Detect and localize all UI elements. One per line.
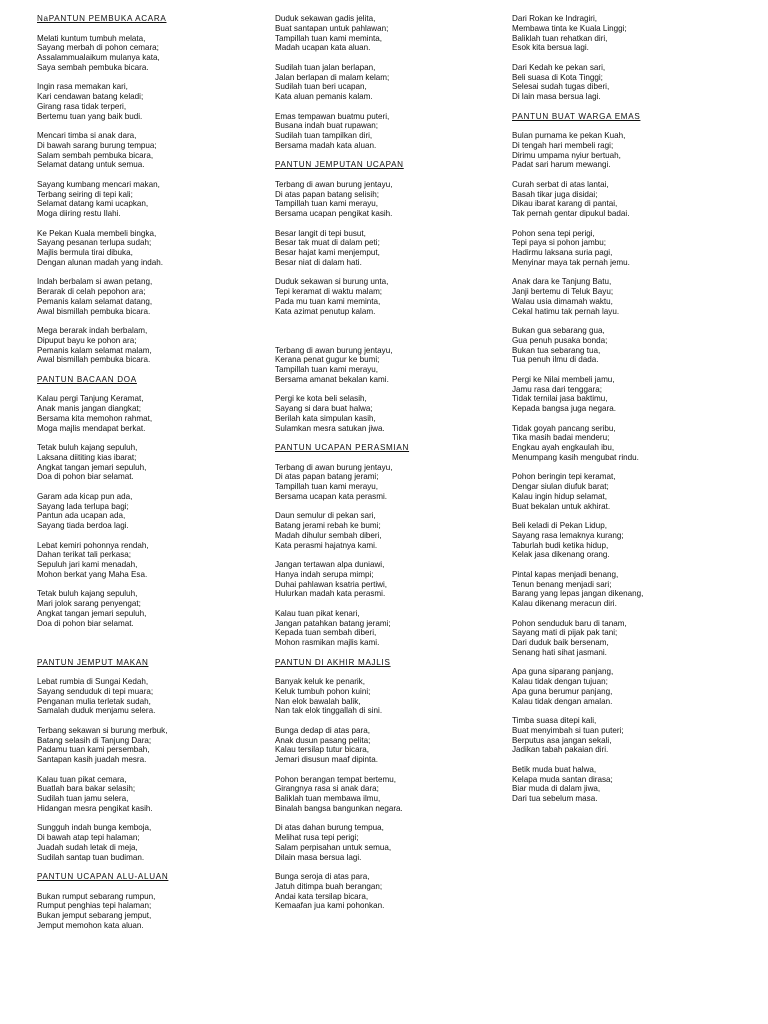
pantun-line: Sulamkan mesra satukan jiwa. (275, 423, 385, 433)
pantun-line: Sayang si dara buat halwa; (275, 404, 373, 413)
pantun-stanza (512, 326, 752, 365)
pantun-line: Pohon senduduk baru di tanam, (512, 618, 627, 628)
pantun-line: Mencari timba si anak dara, (37, 131, 137, 140)
pantun-line: Bersama amanat bekalan kami. (275, 374, 389, 384)
pantun-line: Buat santapan untuk pahlawan; (275, 23, 389, 33)
pantun-line: Betik muda buat halwa, (512, 764, 597, 774)
pantun-line: Pantun ada ucapan ada, (37, 511, 126, 521)
pantun-line: Tenun benang menjadi sari; (512, 579, 612, 589)
pantun-stanza (275, 726, 495, 765)
pantun-line: Sungguh indah bunga kemboja, (37, 823, 152, 833)
pantun-line: Bukan rumput sebarang rumpun, (37, 891, 156, 901)
column-3 (512, 14, 752, 814)
pantun-line: Pohon berangan tempat bertemu, (275, 774, 397, 784)
pantun-line: Sepuluh jari kami menadah, (37, 560, 138, 569)
pantun-line: Duduk sekawan si burung unta, (275, 277, 389, 287)
pantun-stanza (275, 775, 495, 814)
pantun-line: Engkau ayah engkaulah ibu, (512, 443, 615, 452)
pantun-line: Keluk tumbuh pohon kuini; (275, 686, 371, 696)
pantun-line: Kalau tuan pikat cemara, (37, 774, 127, 784)
pantun-line: Padamu tuan kami persembah, (37, 745, 150, 755)
pantun-line: Tidak ternilai jasa baktimu, (512, 394, 608, 404)
pantun-stanza (37, 229, 252, 268)
pantun-stanza (37, 541, 252, 580)
pantun-line: Penganan mulia terletak sudah, (37, 696, 151, 706)
pantun-line: Awal bismillah pembuka bicara. (37, 355, 151, 365)
pantun-line: Andai kata tersilap bicara, (275, 891, 369, 901)
pantun-line: Pergi ke Nilai membeli jamu, (512, 374, 615, 384)
pantun-line: Tetak buluh kajang sepuluh, (37, 589, 138, 599)
pantun-line: Duhai pahlawan ksatria pertiwi, (275, 579, 388, 589)
pantun-line: Kari cendawan batang keladi; (37, 92, 144, 101)
pantun-stanza (37, 823, 252, 862)
pantun-line: Terbang seiring di tepi kali; (37, 189, 133, 199)
pantun-line: Sayang rasa lemaknya kurang; (512, 530, 624, 540)
pantun-line: Membawa tinta ke Kuala Linggi; (512, 23, 627, 33)
pantun-line: Bukan jemput sebarang jemput, (37, 911, 152, 920)
pantun-stanza (37, 726, 252, 765)
pantun-line: Dipuput bayu ke pohon ara; (37, 335, 137, 345)
pantun-stanza (512, 619, 752, 658)
pantun-line: Bukan gua sebarang gua, (512, 326, 605, 335)
pantun-line: Salam sembah pembuka bicara, (37, 150, 154, 160)
pantun-line: Di atas papan batang jerami; (275, 472, 379, 482)
pantun-line: Kelapa muda santan dirasa; (512, 774, 613, 784)
pantun-line: Biar muda di dalam jiwa, (512, 784, 601, 794)
pantun-line: Kalau ingin hidup selamat, (512, 491, 607, 501)
pantun-line: Saya sembah pembuka bicara. (37, 62, 149, 72)
column-1 (37, 14, 252, 940)
pantun-line: Terbang di awan burung jentayu, (275, 345, 393, 355)
pantun-line: Di tengah hari membeli ragi; (512, 140, 614, 150)
pantun-line: Taburlah budi ketika hidup, (512, 540, 609, 550)
pantun-line: Dari Rokan ke Indragiri, (512, 14, 598, 23)
pantun-line: Batang selasih di Tanjung Dara; (37, 735, 152, 745)
pantun-line: Kelak jasa dikenang orang. (512, 550, 610, 560)
pantun-line: Sudilah tuan jamu selera, (37, 794, 129, 803)
pantun-line: Banyak keluk ke penarik, (275, 677, 365, 686)
pantun-stanza (37, 443, 252, 482)
pantun-line: Tua penuh ilmu di dada. (512, 355, 599, 365)
pantun-stanza (512, 229, 752, 268)
pantun-stanza (275, 677, 495, 716)
pantun-line: Tepi paya si pohon jambu; (512, 238, 607, 248)
pantun-line: Baliklah tuan membawa ilmu, (275, 794, 381, 803)
pantun-line: Santapan kasih juadah mesra. (37, 755, 147, 764)
pantun-line: Rumput penghias tepi halaman; (37, 901, 152, 911)
pantun-line: Besar niat di dalam hati. (275, 257, 362, 267)
pantun-line: Menumpang kasih mengubat rindu. (512, 452, 639, 462)
pantun-stanza (37, 34, 252, 73)
pantun-line: Tidak goyah pancang seribu, (512, 423, 616, 433)
pantun-stanza (512, 521, 752, 560)
pantun-line: Di lain masa bersua lagi. (512, 92, 601, 101)
pantun-stanza (37, 589, 252, 628)
pantun-line: Cekal hatimu tak pernah layu. (512, 306, 620, 316)
pantun-line: Kerana penat gugur ke bumi; (275, 355, 380, 365)
pantun-line: Moga majlis mendapat berkat. (37, 423, 146, 433)
pantun-stanza (512, 716, 752, 755)
pantun-line: Ke Pekan Kuala membeli bingka, (37, 228, 157, 238)
pantun-line: Melati kuntum tumbuh melata, (37, 33, 146, 43)
pantun-line: Sayang mati di pijak pak tani; (512, 628, 618, 638)
pantun-line: Kalau tuan pikat kenari, (275, 608, 360, 618)
pantun-stanza (275, 823, 495, 862)
pantun-line: Sudilah tuan jalan berlapan, (275, 62, 376, 72)
spacer (275, 326, 495, 346)
pantun-line: Doa di pohon biar selamat. (37, 618, 134, 628)
pantun-stanza (275, 180, 495, 219)
pantun-line: Di bawah sarang burung tempua; (37, 140, 157, 150)
pantun-line: Mohon berkat yang Maha Esa. (37, 569, 148, 579)
pantun-line: Mohon rasmikan majlis kami. (275, 638, 380, 647)
pantun-line: Tampillah tuan kami merayu, (275, 199, 379, 209)
pantun-line: Moga diiring restu Ilahi. (37, 209, 121, 218)
pantun-line: Ingin rasa memakan kari, (37, 82, 128, 92)
pantun-line: Jatuh ditimpa buah berangan; (275, 881, 383, 891)
pantun-line: Kemaafan jua kami pohonkan. (275, 901, 385, 911)
pantun-line: Terbang di awan burung jentayu, (275, 179, 393, 189)
pantun-line: Sayang senduduk di tepi muara; (37, 686, 154, 696)
pantun-line: Bersama madah kata aluan. (275, 140, 377, 150)
pantun-line: Sayang tiada berdoa lagi. (37, 521, 129, 530)
pantun-line: Jangan tertawan alpa duniawi, (275, 560, 385, 569)
pantun-line: Dari tua sebelum masa. (512, 794, 598, 803)
pantun-stanza (37, 131, 252, 170)
pantun-line: Bersama ucapan kata perasmi. (275, 491, 388, 501)
pantun-line: Padat sari harum mewangi. (512, 160, 611, 170)
pantun-line: Berilah kata simpulan kasih, (275, 413, 376, 423)
section-title: PANTUN UCAPAN PERASMIAN (275, 443, 410, 452)
pantun-stanza (275, 872, 495, 911)
pantun-line: Selesai sudah tugas diberi, (512, 82, 610, 92)
pantun-line: Timba suasa ditepi kali, (512, 716, 597, 725)
pantun-stanza (37, 775, 252, 814)
pantun-line: Senang hati sihat jasmani. (512, 647, 607, 657)
pantun-line: Sudilah santap tuan budiman. (37, 852, 145, 862)
pantun-line: Lebat rumbia di Sungai Kedah, (37, 677, 149, 686)
pantun-line: Kalau tersilap tutur bicara, (275, 745, 370, 755)
pantun-line: Kalau tidak dengan amalan. (512, 696, 613, 706)
pantun-line: Besar langit di tepi busut, (275, 228, 366, 238)
pantun-line: Nan tak elok tinggallah di sini. (275, 706, 383, 716)
pantun-line: Assalammualaikum mulanya kata, (37, 53, 160, 62)
pantun-line: Beli keladi di Pekan Lidup, (512, 521, 607, 530)
pantun-stanza (37, 677, 252, 716)
pantun-line: Anak dara ke Tanjung Batu, (512, 277, 612, 287)
pantun-line: Hidangan mesra pengikat kasih. (37, 803, 153, 813)
pantun-line: Majlis bermula tirai dibuka, (37, 248, 133, 257)
pantun-line: Mega berarak indah berbalam, (37, 326, 148, 335)
pantun-line: Mari jolok sarang penyengat; (37, 599, 141, 608)
pantun-line: Kalau pergi Tanjung Keramat, (37, 394, 144, 404)
pantun-stanza (512, 570, 752, 609)
pantun-stanza (37, 82, 252, 121)
pantun-line: Esok kita bersua lagi. (512, 43, 589, 53)
pantun-line: Batang jerami rebah ke bumi; (275, 521, 381, 530)
pantun-line: Bersama ucapan pengikat kasih. (275, 209, 393, 218)
pantun-line: Pintal kapas menjadi benang, (512, 569, 619, 579)
pantun-line: Selamat datang kami ucapkan, (37, 199, 149, 209)
pantun-line: Sayang kumbang mencari makan, (37, 179, 160, 189)
pantun-stanza (37, 492, 252, 531)
pantun-line: Pohon beringin tepi keramat, (512, 472, 616, 482)
pantun-stanza (512, 14, 752, 53)
pantun-line: Dilain masa bersua lagi. (275, 852, 362, 862)
section-title: PANTUN DI AKHIR MAJLIS (275, 657, 391, 667)
pantun-line: Tepi keramat di waktu malam; (275, 287, 383, 296)
pantun-stanza (275, 229, 495, 268)
pantun-line: Menyinar maya tak pernah jemu. (512, 257, 630, 267)
pantun-line: Tika masih badai menderu; (512, 433, 610, 443)
pantun-line: Tampillah tuan kami meminta, (275, 33, 383, 43)
section-title: PANTUN JEMPUTAN UCAPAN (275, 160, 404, 170)
pantun-line: Sayang pesanan terlupa sudah; (37, 238, 152, 248)
pantun-stanza (275, 63, 495, 102)
pantun-stanza (275, 394, 495, 433)
pantun-line: Kata azimat penutup kalam. (275, 306, 376, 316)
pantun-line: Jadikan tabah pakaian diri. (512, 745, 609, 755)
pantun-line: Terbang sekawan si burung merbuk, (37, 725, 168, 735)
pantun-line: Dirimu umpama nyiur bertuah, (512, 150, 621, 160)
pantun-line: Tampillah tuan kami merayu, (275, 365, 379, 374)
pantun-stanza (275, 346, 495, 385)
pantun-line: Apa guna siparang panjang, (512, 667, 614, 677)
pantun-line: Madah ucapan kata aluan. (275, 43, 371, 53)
pantun-stanza (512, 472, 752, 511)
section-title: PANTUN BUAT WARGA EMAS (512, 111, 641, 121)
pantun-line: Girang rasa tidak terperi, (37, 101, 127, 111)
pantun-stanza (512, 277, 752, 316)
column-2 (275, 14, 495, 921)
pantun-line: Indah berbalam si awan petang, (37, 277, 153, 287)
pantun-line: Awal bismillah pembuka bicara. (37, 306, 151, 316)
pantun-line: Buat bekalan untuk akhirat. (512, 501, 611, 511)
pantun-stanza (512, 667, 752, 706)
pantun-line: Buatlah bara bakar selasih; (37, 784, 136, 794)
pantun-line: Tampillah tuan kami merayu, (275, 482, 379, 491)
pantun-line: Kepada bangsa juga negara. (512, 404, 616, 413)
pantun-line: Hanya indah serupa mimpi; (275, 569, 374, 579)
pantun-line: Bertemu tuan yang baik budi. (37, 111, 143, 121)
pantun-stanza (37, 277, 252, 316)
pantun-line: Kata aluan pemanis kalam. (275, 92, 373, 101)
pantun-line: Lebat kemiri pohonnya rendah, (37, 540, 149, 550)
pantun-stanza (275, 277, 495, 316)
pantun-line: Janji bertemu di Teluk Bayu; (512, 287, 614, 296)
pantun-line: Tak pernah gentar dipukul badai. (512, 209, 630, 218)
pantun-line: Bulan purnama ke pekan Kuah, (512, 131, 626, 140)
pantun-line: Dari duduk baik bersenam, (512, 638, 609, 647)
pantun-stanza (37, 892, 252, 931)
pantun-line: Apa guna berumur panjang, (512, 686, 613, 696)
pantun-line: Bunga dedap di atas para, (275, 725, 370, 735)
section-title: NaPANTUN PEMBUKA ACARA (37, 14, 167, 23)
pantun-line: Anak dusun pasang pelita; (275, 735, 371, 745)
pantun-line: Pada mu tuan kami meminta, (275, 296, 381, 306)
spacer (37, 638, 252, 658)
pantun-line: Juadah sudah letak di meja, (37, 842, 138, 852)
pantun-line: Dikau ibarat karang di pantai, (512, 199, 618, 209)
pantun-stanza (275, 112, 495, 151)
pantun-line: Berarak di celah pepohon ara; (37, 287, 146, 296)
pantun-line: Sudilah tuan tampilkan diri, (275, 131, 373, 140)
pantun-line: Binalah bangsa bangunkan negara. (275, 803, 403, 813)
pantun-line: Melihat rusa tepi perigi; (275, 833, 359, 842)
pantun-line: Angkat tangan jemari sepuluh, (37, 462, 147, 472)
pantun-stanza (512, 131, 752, 170)
pantun-line: Jamu rasa dari tenggara; (512, 384, 602, 394)
pantun-stanza (37, 394, 252, 433)
pantun-line: Baliklah tuan rehatkan diri, (512, 33, 608, 43)
pantun-line: Sudilah tuan beri ucapan, (275, 82, 367, 92)
pantun-line: Selamat datang untuk semua. (37, 160, 145, 170)
pantun-line: Girangnya rasa si anak dara; (275, 784, 379, 794)
pantun-line: Busana indah buat rupawan; (275, 121, 379, 131)
pantun-stanza (275, 511, 495, 550)
pantun-line: Hulurkan madah kata perasmi. (275, 589, 386, 599)
pantun-line: Duduk sekawan gadis jelita, (275, 14, 376, 23)
pantun-stanza (512, 375, 752, 414)
pantun-line: Laksana diititing kias ibarat; (37, 452, 137, 462)
pantun-line: Di bawah atap tepi halaman; (37, 833, 140, 842)
pantun-line: Sayang lada terlupa bagi; (37, 501, 129, 511)
pantun-line: Kata perasmi hajatnya kami. (275, 540, 378, 550)
pantun-line: Sayang merbah di pohon cemara; (37, 43, 159, 53)
section-title: PANTUN BACAAN DOA (37, 374, 137, 384)
pantun-line: Basah tikar juga disidai; (512, 189, 598, 199)
pantun-line: Bukan tua sebarang tua, (512, 345, 601, 355)
pantun-line: Angkat tangan jemari sepuluh, (37, 608, 147, 618)
pantun-stanza (512, 424, 752, 463)
pantun-stanza (512, 180, 752, 219)
pantun-stanza (275, 14, 495, 53)
pantun-line: Garam ada kicap pun ada, (37, 491, 133, 501)
pantun-stanza (512, 765, 752, 804)
pantun-line: Emas tempawan buatmu puteri, (275, 111, 390, 121)
pantun-line: Jangan patahkan batang jerami; (275, 618, 391, 628)
pantun-line: Dari Kedah ke pekan sari, (512, 62, 606, 72)
pantun-line: Jalan berlapan di malam kelam; (275, 72, 390, 82)
pantun-line: Dengan alunan madah yang indah. (37, 257, 164, 267)
pantun-line: Tetak buluh kajang sepuluh, (37, 443, 138, 452)
pantun-line: Buat menyimbah si tuan puteri; (512, 725, 624, 735)
pantun-line: Pemanis kalam selamat datang, (37, 296, 153, 306)
pantun-line: Bersama kita memohon rahmat, (37, 413, 153, 423)
pantun-stanza (275, 463, 495, 502)
pantun-line: Daun semulur di pekan sari, (275, 511, 376, 521)
pantun-line: Beli suasa di Kota Tinggi; (512, 72, 603, 82)
pantun-line: Di atas dahan burung tempua, (275, 823, 384, 833)
pantun-line: Gua penuh pusaka bonda; (512, 335, 608, 345)
pantun-line: Samalah duduk menjamu selera. (37, 706, 156, 716)
pantun-line: Pohon sena tepi perigi, (512, 228, 595, 238)
pantun-line: Pergi ke kota beli selasih, (275, 394, 367, 404)
pantun-line: Walau usia dimamah waktu, (512, 296, 613, 306)
pantun-stanza (512, 63, 752, 102)
pantun-line: Di atas papan batang selisih; (275, 189, 379, 199)
pantun-line: Curah serbat di atas lantai, (512, 179, 609, 189)
section-title: PANTUN JEMPUT MAKAN (37, 657, 149, 667)
pantun-line: Jemput memohon kata aluan. (37, 920, 144, 930)
pantun-line: Madah dihulur sembah diberi, (275, 530, 382, 540)
pantun-line: Doa di pohon biar selamat. (37, 472, 134, 482)
pantun-line: Dengar siulan diufuk barat; (512, 482, 609, 491)
pantun-line: Anak manis jangan diangkat; (37, 404, 141, 413)
pantun-stanza (275, 609, 495, 648)
pantun-stanza (37, 326, 252, 365)
pantun-stanza (37, 180, 252, 219)
pantun-stanza (275, 560, 495, 599)
pantun-line: Salam perpisahan untuk semua, (275, 842, 392, 852)
pantun-line: Jemari disusun maaf dipinta. (275, 755, 379, 764)
pantun-line: Besar tak muat di dalam peti; (275, 238, 380, 248)
pantun-line: Dahan terikat tali perkasa; (37, 550, 132, 560)
pantun-line: Kalau dikenang meracun diri. (512, 599, 617, 608)
pantun-line: Berputus asa jangan sekali, (512, 735, 612, 745)
section-title: PANTUN UCAPAN ALU-ALUAN (37, 872, 169, 881)
pantun-line: Bunga seroja di atas para, (275, 872, 370, 881)
pantun-line: Kepada tuan sembah diberi, (275, 628, 377, 638)
pantun-line: Pemanis kalam selamat malam, (37, 345, 152, 355)
pantun-line: Terbang di awan burung jentayu, (275, 462, 393, 472)
pantun-line: Kalau tidak dengan tujuan; (512, 677, 608, 686)
pantun-line: Barang yang lepas jangan dikenang, (512, 589, 644, 599)
pantun-line: Besar hajat kami menjemput, (275, 248, 380, 257)
pantun-line: Hadirmu laksana suria pagi, (512, 248, 613, 257)
pantun-line: Nan elok bawalah balik, (275, 696, 361, 706)
